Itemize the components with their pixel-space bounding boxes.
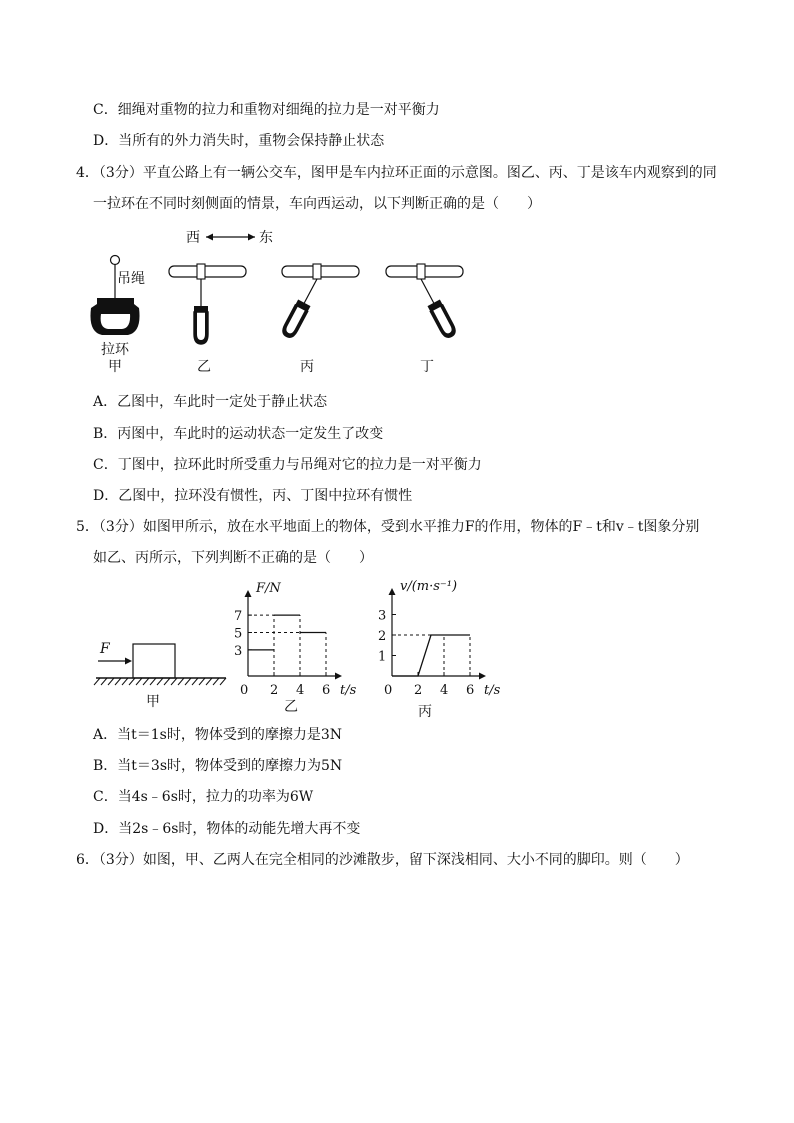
q5-option-a: A．当t＝1s时，物体受到的摩擦力是3N xyxy=(93,727,342,743)
fig-jia-label: 甲 xyxy=(108,359,122,375)
x-axis-arrow xyxy=(335,673,342,680)
east-label: 东 xyxy=(259,230,273,246)
y-tick-label: 7 xyxy=(234,609,243,625)
x-tick-label: 6 xyxy=(322,683,331,698)
q5-option-b: B．当t＝3s时，物体受到的摩擦力为5N xyxy=(93,758,343,774)
x-tick-label: 4 xyxy=(296,683,305,698)
x-tick-label: 0 xyxy=(384,683,393,698)
y-tick-label: 1 xyxy=(378,649,387,665)
fig5-yi-label: 乙 xyxy=(284,699,298,715)
ring-side-yi xyxy=(169,264,246,344)
x-tick-label: 2 xyxy=(270,683,279,698)
fig-ding-label: 丁 xyxy=(420,359,434,375)
y-tick-label: 3 xyxy=(378,608,387,624)
x-axis-arrow xyxy=(479,673,486,680)
q4-option-a: A．乙图中，车此时一定处于静止状态 xyxy=(93,394,328,410)
velocity-line xyxy=(392,635,470,676)
ring-label: 拉环 xyxy=(101,342,129,358)
q4-option-b: B．丙图中，车此时的运动状态一定发生了改变 xyxy=(93,426,384,442)
q5-stem-line2: 如乙、丙所示，下列判断不正确的是（ ） xyxy=(93,550,373,566)
ring-side-bing xyxy=(280,264,359,340)
y-axis-arrow xyxy=(245,590,252,597)
fig-yi-label: 乙 xyxy=(197,359,211,375)
west-label: 西 xyxy=(186,230,200,246)
ground-hatch xyxy=(94,678,226,685)
arrow-head-east xyxy=(248,234,255,241)
y-tick-label: 5 xyxy=(234,626,243,642)
x-tick-label: 4 xyxy=(440,683,449,698)
q4-stem-line1: 4．（3分）平直公路上有一辆公交车，图甲是车内拉环正面的示意图。图乙、丙、丁是该车内观察到的同 xyxy=(76,165,717,181)
block xyxy=(133,644,175,678)
q4-stem-line2: 一拉环在不同时刻侧面的情景，车向西运动，以下判断正确的是（ ） xyxy=(93,196,541,212)
ring-side-ding xyxy=(386,264,463,340)
ring-front-view xyxy=(90,256,139,336)
q5-stem-line1: 5．（3分）如图甲所示，放在水平地面上的物体，受到水平推力F的作用，物体的F﹣t和v﹣t图象分别 xyxy=(76,519,700,535)
y-axis-arrow xyxy=(389,588,396,595)
fig-bing-label: 丙 xyxy=(300,359,314,375)
y-tick-label: 3 xyxy=(234,643,243,659)
fig5-bing-label: 丙 xyxy=(418,704,432,720)
q5-option-c: C．当4s﹣6s时，拉力的功率为6W xyxy=(93,789,314,805)
fig5-jia-label: 甲 xyxy=(146,694,160,710)
x-tick-label: 2 xyxy=(414,683,423,698)
y-tick-label: 2 xyxy=(378,629,387,644)
x-axis-label: t/s xyxy=(484,683,501,698)
q3-option-d: D．当所有的外力消失时，重物会保持静止状态 xyxy=(93,133,385,149)
arrow-head-west xyxy=(206,234,213,241)
y-axis-label: v/(m·s⁻¹) xyxy=(400,579,458,594)
rope-label: 吊绳 xyxy=(117,271,145,287)
q4-option-c: C．丁图中，拉环此时所受重力与吊绳对它的拉力是一对平衡力 xyxy=(93,457,482,473)
y-axis-label: F/N xyxy=(256,581,281,596)
x-tick-label: 6 xyxy=(466,683,475,698)
x-tick-label: 0 xyxy=(240,683,249,698)
force-label: F xyxy=(100,641,110,657)
q4-option-d: D．乙图中，拉环没有惯性，丙、丁图中拉环有惯性 xyxy=(93,488,413,504)
q6-stem-line1: 6．（3分）如图，甲、乙两人在完全相同的沙滩散步，留下深浅相同、大小不同的脚印。则（ ） xyxy=(76,852,689,868)
q5-option-d: D．当2s﹣6s时，物体的动能先增大再不变 xyxy=(93,821,361,837)
q3-option-c: C．细绳对重物的拉力和重物对细绳的拉力是一对平衡力 xyxy=(93,102,440,118)
force-arrow-head xyxy=(125,658,132,665)
x-axis-label: t/s xyxy=(340,683,357,698)
